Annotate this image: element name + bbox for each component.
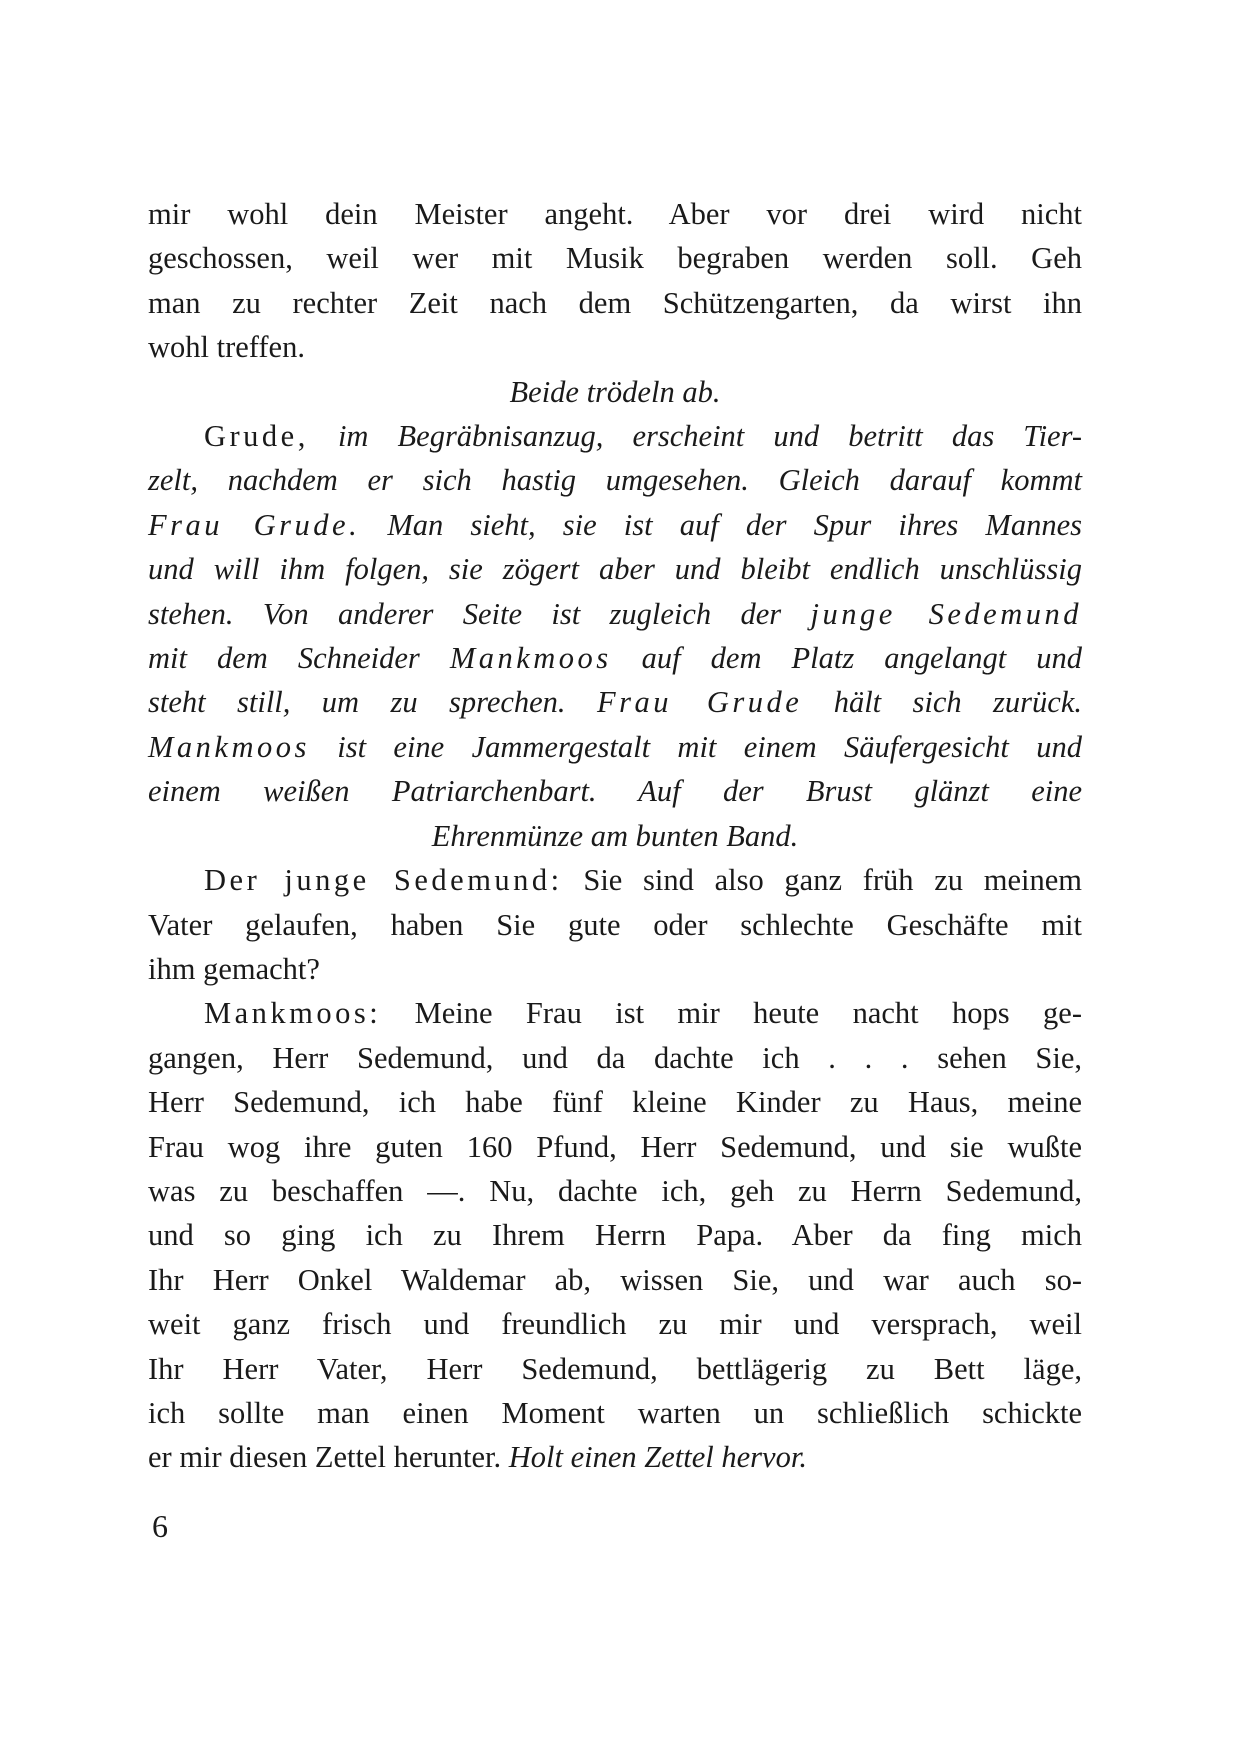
line-segment: auf dem Platz angelangt und bbox=[611, 641, 1082, 676]
text-line: geschossen, weil wer mit Musik begraben werden soll. Geh bbox=[148, 241, 1082, 276]
line-segment: stehen. Von anderer Seite ist zugleich der bbox=[148, 596, 811, 631]
text-line bbox=[148, 858, 1082, 902]
character-name-mankmoos: Mankmoos bbox=[449, 641, 612, 676]
dialogue-mankmoos bbox=[148, 991, 1082, 1479]
text-line: mir wohl dein Meister angeht. Aber vor drei wird nicht bbox=[148, 197, 1082, 231]
text-line: und will ihm folgen, sie zögert aber und bleibt endlich unschlüssig bbox=[148, 552, 1082, 587]
line-segment: mit dem Schneider bbox=[148, 641, 450, 676]
text-line: Ihr Herr Onkel Waldemar ab, wissen Sie, und war auch so- bbox=[148, 1262, 1082, 1297]
text-line: ihm gemacht? bbox=[148, 951, 320, 986]
paragraph-continued-speech bbox=[148, 192, 1082, 370]
text-line: einem weißen Patriarchenbart. Auf der Brust glänzt eine bbox=[148, 774, 1082, 809]
character-name-junge-sedemund: junge Sedemund bbox=[810, 596, 1082, 631]
line-segment: Meine Frau ist mir heute nacht hops ge- bbox=[381, 996, 1082, 1031]
stage-direction-inline: Holt einen Zettel hervor. bbox=[508, 1440, 807, 1475]
text-line bbox=[148, 503, 1082, 547]
line-segment: Man sieht, sie ist auf der Spur ihres Mannes bbox=[360, 507, 1082, 542]
text-line bbox=[148, 1435, 1082, 1479]
line-segment: steht still, um zu sprechen. bbox=[148, 685, 597, 720]
character-name-frau-grude: Frau Grude. bbox=[148, 507, 361, 542]
text-line bbox=[148, 592, 1082, 636]
line-segment: im Begräbnisanzug, erscheint und betritt das Tier- bbox=[308, 419, 1082, 454]
speaker-label: Der junge Sedemund: bbox=[204, 863, 563, 898]
text-line: was zu beschaffen —. Nu, dachte ich, geh zu Herrn Sedemund, bbox=[148, 1173, 1082, 1208]
character-name-grude: Grude, bbox=[204, 419, 309, 454]
line-segment: er mir diesen Zettel herunter. bbox=[148, 1440, 509, 1475]
stage-direction-block bbox=[148, 414, 1082, 858]
line-segment: Sie sind also ganz früh zu meinem bbox=[562, 863, 1082, 898]
page-text bbox=[148, 192, 1082, 1480]
text-line: weit ganz frisch und freundlich zu mir und versprach, weil bbox=[148, 1307, 1082, 1342]
text-line bbox=[148, 991, 1082, 1035]
text-line: Frau wog ihre guten 160 Pfund, Herr Sedemund, und sie wußte bbox=[148, 1129, 1082, 1164]
dialogue-junge-sedemund bbox=[148, 858, 1082, 991]
stage-direction-exit: Beide trödeln ab. bbox=[509, 374, 721, 409]
text-line: Ihr Herr Vater, Herr Sedemund, bettlägerig zu Bett läge, bbox=[148, 1351, 1082, 1386]
speaker-label: Mankmoos: bbox=[204, 996, 382, 1031]
text-line: Herr Sedemund, ich habe fünf kleine Kinder zu Haus, meine bbox=[148, 1085, 1082, 1120]
text-line: Ehrenmünze am bunten Band. bbox=[431, 818, 799, 853]
text-line bbox=[148, 725, 1082, 769]
page-number: 6 bbox=[152, 1508, 168, 1544]
text-line: wohl treffen. bbox=[148, 330, 305, 365]
text-line: und so ging ich zu Ihrem Herrn Papa. Aber da fing mich bbox=[148, 1218, 1082, 1253]
text-line bbox=[148, 680, 1082, 724]
text-line: gangen, Herr Sedemund, und da dachte ich . . . sehen Sie, bbox=[148, 1040, 1082, 1075]
character-name-mankmoos: Mankmoos bbox=[148, 729, 310, 764]
line-segment: hält sich zurück. bbox=[802, 685, 1082, 720]
character-name-frau-grude: Frau Grude bbox=[596, 685, 803, 720]
text-line bbox=[148, 636, 1082, 680]
text-line: man zu rechter Zeit nach dem Schützengarten, da wirst ihn bbox=[148, 285, 1082, 320]
text-line: zelt, nachdem er sich hastig umgesehen. Gleich darauf kommt bbox=[148, 463, 1082, 498]
text-line: Vater gelaufen, haben Sie gute oder schlechte Geschäfte mit bbox=[148, 907, 1082, 942]
text-line bbox=[148, 414, 1082, 458]
line-segment: ist eine Jammergestalt mit einem Säufergesicht und bbox=[309, 729, 1082, 764]
text-line: ich sollte man einen Moment warten un schließlich schickte bbox=[148, 1395, 1082, 1430]
